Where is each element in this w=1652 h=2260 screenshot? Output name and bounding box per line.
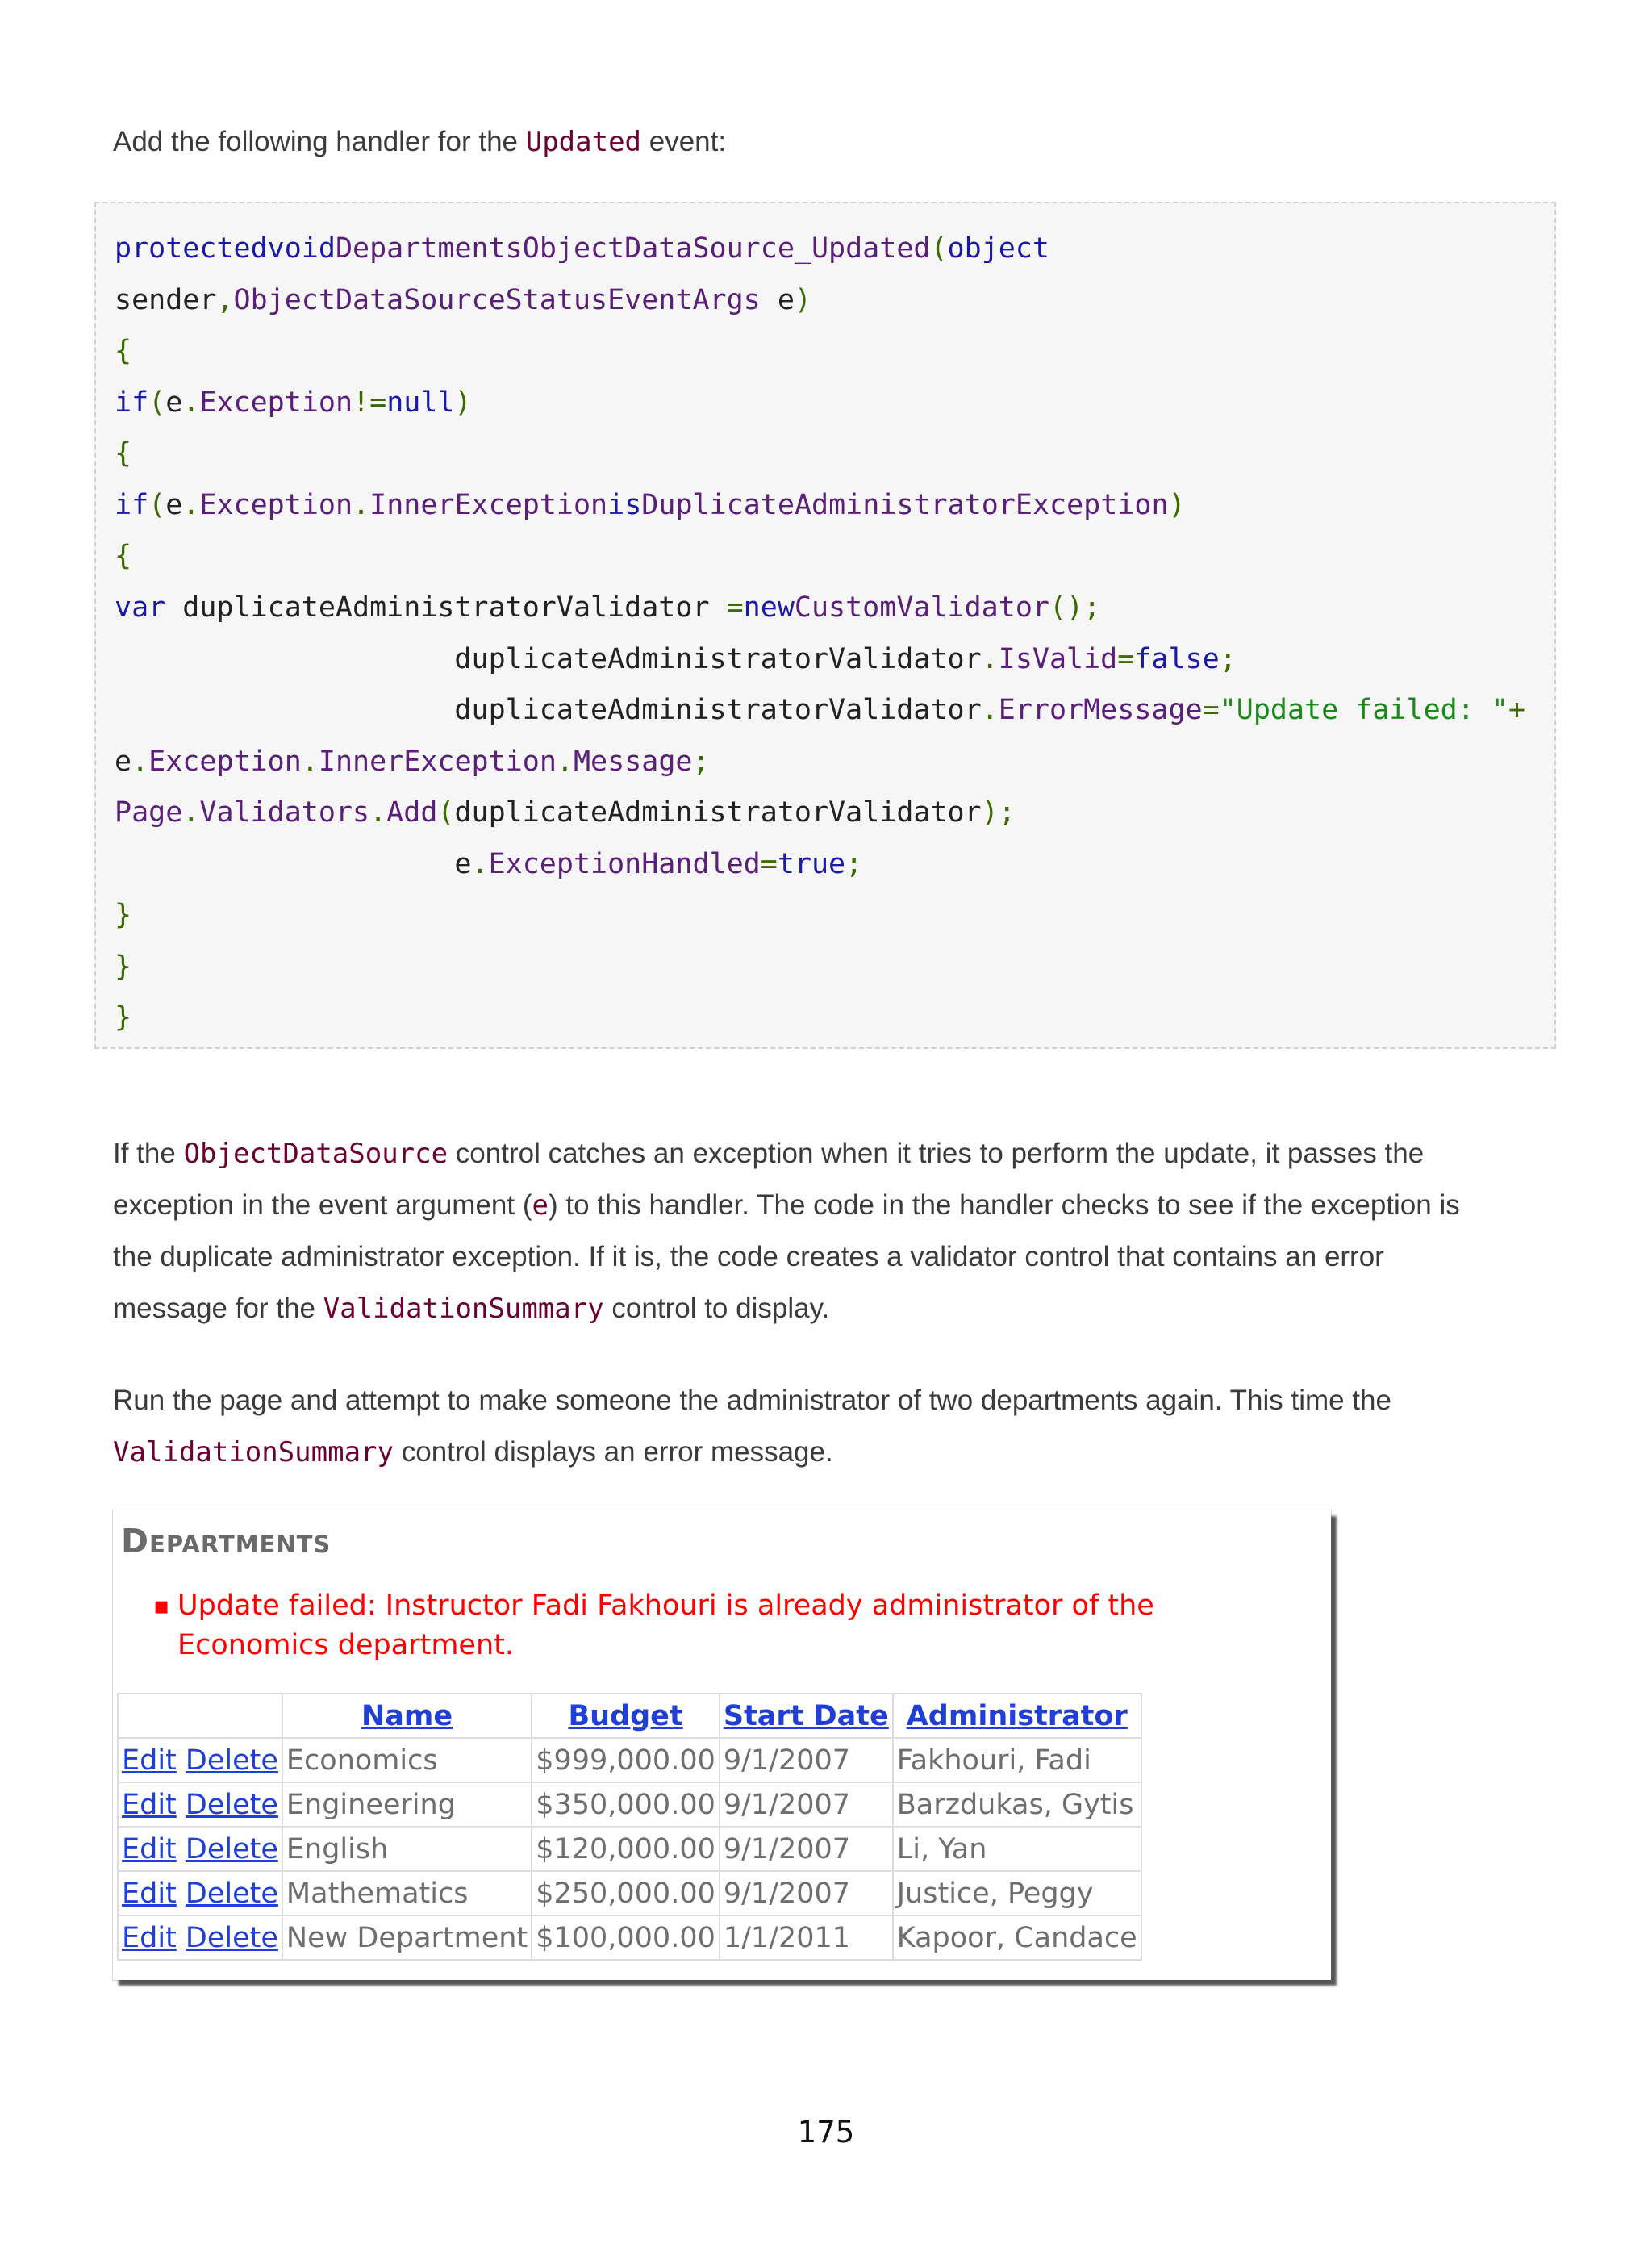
code-e: e (532, 1189, 549, 1222)
cell-budget: $250,000.00 (532, 1871, 720, 1915)
intro-text (113, 116, 1500, 168)
cell-name: Mathematics (282, 1871, 532, 1915)
code-line-16: } (115, 1001, 132, 1034)
table-row (118, 1782, 1141, 1827)
cell-name: Economics (282, 1738, 532, 1782)
cell-administrator: Kapoor, Candace (893, 1915, 1141, 1960)
code-line-11: e.Exception.InnerException.Message; (115, 746, 710, 778)
cell-name: English (282, 1827, 532, 1871)
header-name[interactable]: Name (282, 1694, 532, 1738)
header-start-date[interactable]: Start Date (720, 1694, 893, 1738)
code-line-13: e.ExceptionHandled=true; (115, 848, 863, 880)
grid-header-row (118, 1694, 1141, 1738)
cell-start-date: 9/1/2007 (720, 1827, 893, 1871)
intro-before: Add the following handler for the (113, 126, 526, 157)
code-validationsummary: ValidationSummary (323, 1293, 604, 1325)
bullet-icon: ▪ (153, 1592, 170, 1620)
code-objectdatasource: ObjectDataSource (183, 1138, 448, 1170)
code-line-3: { (115, 335, 132, 367)
table-row (118, 1738, 1141, 1782)
delete-link[interactable]: Delete (185, 1788, 278, 1821)
edit-link[interactable]: Edit (122, 1832, 177, 1865)
cell-start-date: 9/1/2007 (720, 1738, 893, 1782)
cell-administrator: Fakhouri, Fadi (893, 1738, 1141, 1782)
cell-budget: $350,000.00 (532, 1782, 720, 1827)
code-line-9: duplicateAdministratorValidator.IsValid=false; (115, 643, 1237, 675)
table-row (118, 1871, 1141, 1915)
cell-start-date: 9/1/2007 (720, 1782, 893, 1827)
intro-code-updated: Updated (525, 126, 642, 158)
code-line-12: Page.Validators.Add(duplicateAdministratorValidator); (115, 796, 1016, 829)
code-line-8: var duplicateAdministratorValidator =newCustomValidator(); (115, 591, 1101, 624)
code-line-10: duplicateAdministratorValidator.ErrorMessage="Update failed: "+ (115, 694, 1526, 726)
code-line-1: protectedvoidDepartmentsObjectDataSource_Updated(object (115, 232, 1049, 265)
edit-link[interactable]: Edit (122, 1788, 177, 1821)
table-row (118, 1827, 1141, 1871)
edit-link[interactable]: Edit (122, 1877, 177, 1910)
cell-name: New Department (282, 1915, 532, 1960)
cell-administrator: Justice, Peggy (893, 1871, 1141, 1915)
paragraph-explanation: If the ObjectDataSource control catches an exception when it tries to perform the update, it passes the exception in the event argument (e) to this handler. The code in the handler checks to see if the exception is the duplicate administrator exception. If it is, the code creates a validator control that contains an error message for the ValidationSummary control to display. (113, 1138, 1460, 1325)
cell-start-date: 1/1/2011 (720, 1915, 893, 1960)
header-administrator[interactable]: Administrator (893, 1694, 1141, 1738)
code-line-4: if(e.Exception!=null) (115, 386, 472, 419)
delete-link[interactable]: Delete (185, 1921, 278, 1954)
table-row (118, 1915, 1141, 1960)
departments-screenshot (113, 1510, 1331, 1980)
cell-start-date: 9/1/2007 (720, 1871, 893, 1915)
cell-budget: $120,000.00 (532, 1827, 720, 1871)
header-empty (118, 1694, 282, 1738)
cell-budget: $999,000.00 (532, 1738, 720, 1782)
code-line-2: sender,ObjectDataSourceStatusEventArgs e) (115, 284, 811, 316)
cell-administrator: Li, Yan (893, 1827, 1141, 1871)
code-validationsummary-2: ValidationSummary (113, 1436, 394, 1468)
code-block (94, 202, 1556, 1049)
code-line-5: { (115, 437, 132, 470)
delete-link[interactable]: Delete (185, 1744, 278, 1777)
header-budget[interactable]: Budget (532, 1694, 720, 1738)
code-line-15: } (115, 950, 132, 983)
cell-name: Engineering (282, 1782, 532, 1827)
cell-budget: $100,000.00 (532, 1915, 720, 1960)
departments-heading: Departments (121, 1522, 332, 1560)
edit-link[interactable]: Edit (122, 1921, 177, 1954)
delete-link[interactable]: Delete (185, 1832, 278, 1865)
page-number: 175 (797, 2115, 855, 2149)
paragraph-run-page: Run the page and attempt to make someone the administrator of two departments again. This time the ValidationSummary control displays an error message. (113, 1385, 1391, 1468)
code-line-6: if(e.Exception.InnerExceptionisDuplicateAdministratorException) (115, 489, 1186, 521)
cell-administrator: Barzdukas, Gytis (893, 1782, 1141, 1827)
validation-summary (153, 1586, 1307, 1665)
intro-after: event: (641, 126, 727, 157)
code-line-7: { (115, 540, 132, 572)
code-line-14: } (115, 899, 132, 931)
edit-link[interactable]: Edit (122, 1744, 177, 1777)
delete-link[interactable]: Delete (185, 1877, 278, 1910)
departments-grid (117, 1693, 1142, 1961)
error-message: Update failed: Instructor Fadi Fakhouri is already administrator of the Economics department. (177, 1590, 1154, 1661)
